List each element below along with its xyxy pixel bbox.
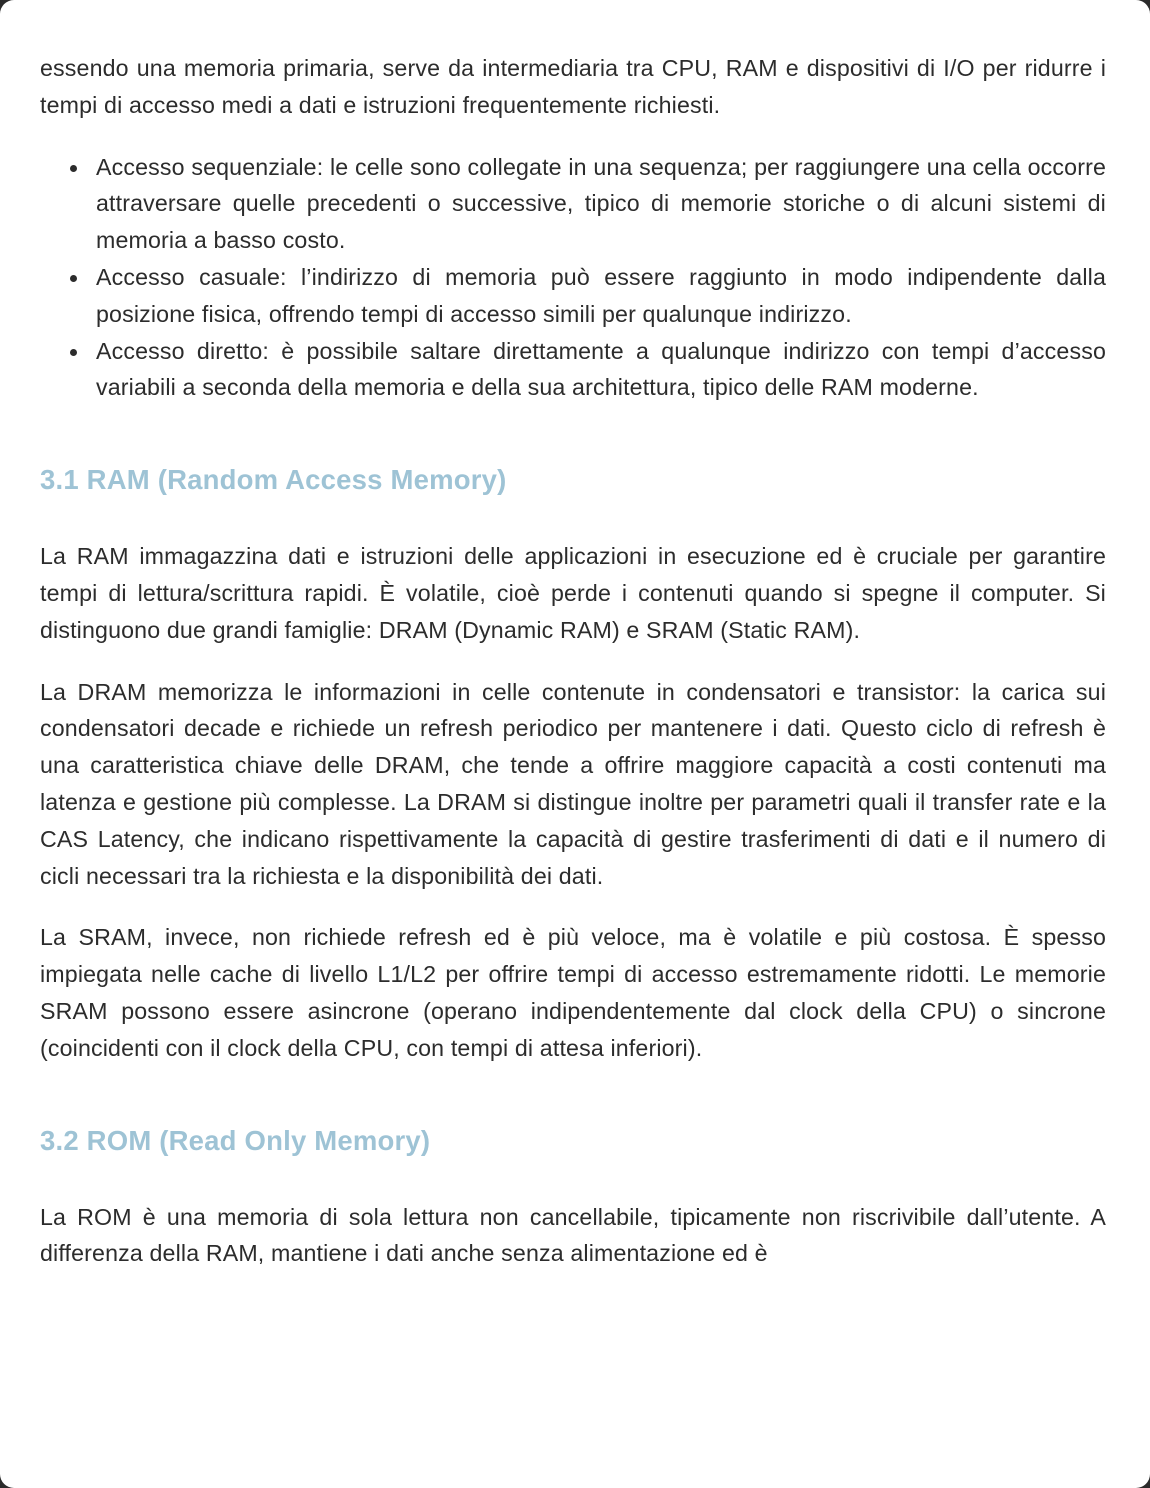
- ram-paragraph: La RAM immagazzina dati e istruzioni delle applicazioni in esecuzione ed è cruciale per garantire tempi di lettura/scrittura rapidi. È volatile, cioè perde i contenuti quando si spegne il computer. Si distinguono due grandi famiglie: DRAM (Dynamic RAM) e SRAM (Static RAM).: [40, 543, 1106, 643]
- list-item-text: Accesso casuale: l’indirizzo di memoria può essere raggiunto in modo indipendente dalla posizione fisica, offrendo tempi di accesso simili per qualunque indirizzo.: [96, 263, 1106, 327]
- bullet-dot-icon: [70, 165, 77, 172]
- rom-paragraph: La ROM è una memoria di sola lettura non cancellabile, tipicamente non riscrivibile dall’utente. A differenza della RAM, mantiene i dati anche senza alimentazione ed è: [40, 1203, 1106, 1267]
- bullet-dot-icon: [70, 275, 77, 282]
- intro-paragraph: essendo una memoria primaria, serve da intermediaria tra CPU, RAM e dispositivi di I/O per ridurre i tempi di accesso medi a dati e istruzioni frequentemente richiesti.: [40, 55, 1106, 118]
- list-item-text: Accesso diretto: è possibile saltare direttamente a qualunque indirizzo con tempi d’accesso variabili a seconda della memoria e della sua architettura, tipico delle RAM moderne.: [96, 337, 1106, 401]
- list-item-text: Accesso sequenziale: le celle sono collegate in una sequenza; per raggiungere una cella occorre attraversare quelle precedenti o successive, tipico di memorie storiche o di alcuni sistemi di memoria a basso costo.: [96, 153, 1106, 254]
- list-item: [96, 333, 1106, 407]
- dram-paragraph: La DRAM memorizza le informazioni in celle contenute in condensatori e transistor: la carica sui condensatori decade e richiede un refresh periodico per mantenere i dati. Questo ciclo di refresh è una caratteristica chiave delle DRAM, che tende a offrire maggiore capacità a costi contenuti ma latenza e gestione più complesse. La DRAM si distingue inoltre per parametri quali il transfer rate e la CAS Latency, che indicano rispettivamente la capacità di gestire trasferimenti di dati e il numero di cicli necessari tra la richiesta e la disponibilità dei dati.: [40, 678, 1106, 889]
- list-item: [96, 259, 1106, 333]
- access-types-list: [40, 149, 1106, 407]
- bullet-dot-icon: [70, 349, 77, 356]
- sram-paragraph: La SRAM, invece, non richiede refresh ed è più veloce, ma è volatile e più costosa. È spesso impiegata nelle cache di livello L1/L2 per offrire tempi di accesso estremamente ridotti. Le memorie SRAM possono essere asincrone (operano indipendentemente dal clock della CPU) o sincrone (coincidenti con il clock della CPU, con tempi di attesa inferiori).: [40, 924, 1106, 1061]
- section-heading-ram: 3.1 RAM (Random Access Memory): [40, 464, 507, 496]
- list-item: [96, 149, 1106, 259]
- section-heading-rom: 3.2 ROM (Read Only Memory): [40, 1124, 431, 1156]
